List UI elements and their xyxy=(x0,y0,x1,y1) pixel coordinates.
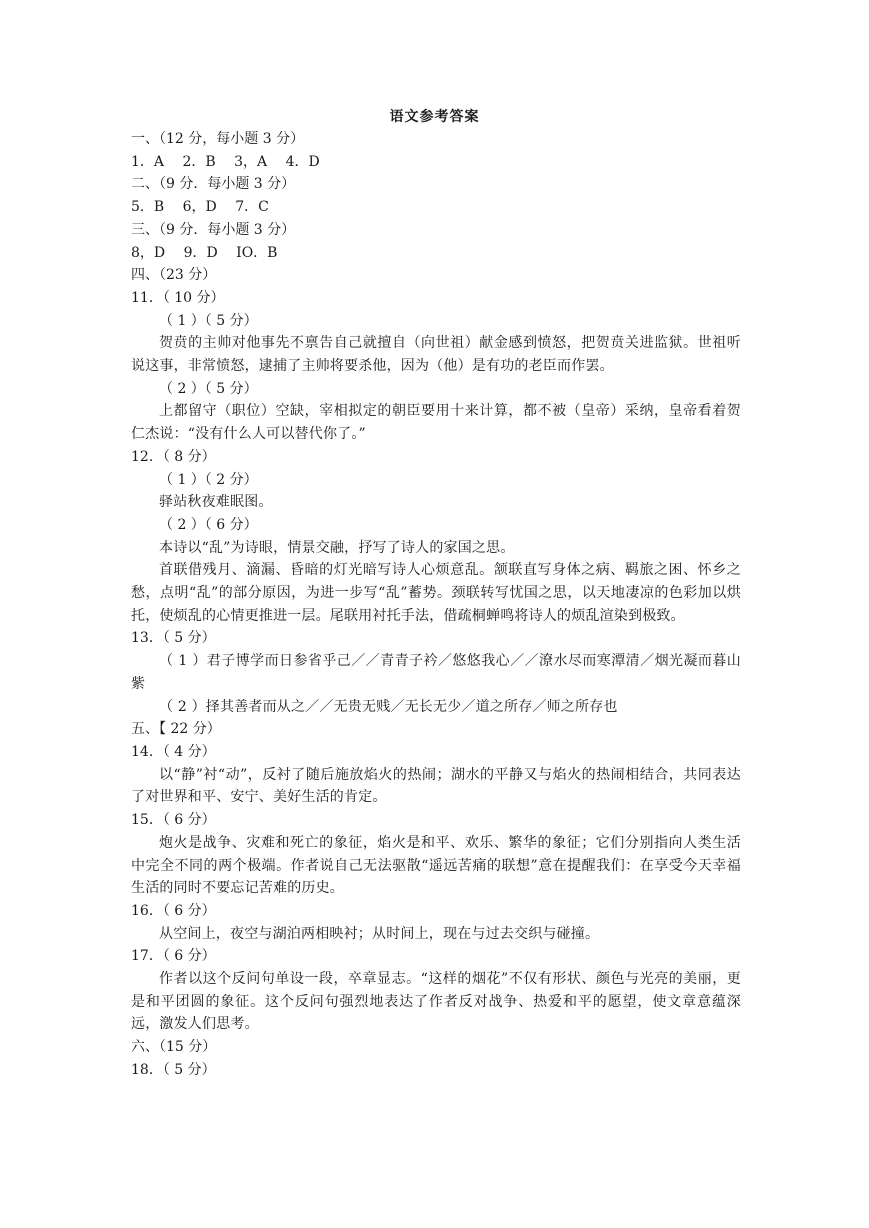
answer-paragraph: 从空间上，夜空与湖泊两相映衬；从时间上，现在与过去交织与碰撞。 xyxy=(159,925,600,942)
answer-paragraph: （ 2 ）择其善者而从之／／无贵无贱／无长无少／道之所存／师之所存也 xyxy=(159,698,618,715)
section-heading: 1．A 2．B 3，A 4．D xyxy=(131,153,320,170)
document-title: 语文参考答案 xyxy=(389,109,480,125)
answer-paragraph: 首联借残月、滴漏、昏暗的灯光暗写诗人心烦意乱。颔联直写身体之病、羁旅之困、怀乡之愁，点明“乱”的部分原因，为进一步写“乱”蓄势。颈联转写忧国之思，以天地凄凉的色彩加以烘托，使烦乱的心情更推进一层。尾联用衬托手法，借疏桐蝉鸣将诗人的烦乱渲染到极致。 xyxy=(131,562,741,624)
section-heading: 14．（ 4 分） xyxy=(131,743,216,760)
section-heading: 5．B 6，D 7．C xyxy=(131,199,269,216)
sub-question-heading: （ 2 ）（ 5 分） xyxy=(159,380,258,397)
section-heading: 8，D 9．D IO．B xyxy=(131,244,278,261)
section-heading: 17．（ 6 分） xyxy=(131,948,216,965)
section-heading: 五、【 22 分） xyxy=(131,721,221,738)
answer-paragraph: 作者以这个反问句单设一段，卒章显志。“这样的烟花”不仅有形状、颜色与光亮的美丽，更是和平团圆的象征。这个反问句强烈地表达了作者反对战争、热爱和平的愿望，使文章意蕴深远，激发人们思考。 xyxy=(131,971,741,1033)
answer-paragraph: 炮火是战争、灾难和死亡的象征，焰火是和平、欢乐、繁华的象征；它们分别指向人类生活中完全不同的两个极端。作者说自己无法驱散“遥远苦痛的联想”意在提醒我们：在享受今天幸福生活的同时不要忘记苦难的历史。 xyxy=(131,834,741,897)
sub-question-heading: （ 1 ）（ 5 分） xyxy=(159,312,258,329)
answer-paragraph: （ 1 ）君子博学而日参省乎己／／青青子衿／悠悠我心／／潦水尽而寒潭清／烟光凝而暮山紫 xyxy=(131,653,741,692)
section-heading: 三、（9 分．每小题 3 分） xyxy=(131,221,296,238)
section-heading: 11．（ 10 分） xyxy=(131,289,225,306)
answer-paragraph: 以“静”衬“动”，反衬了随后施放焰火的热闹；湖水的平静又与焰火的热闹相结合，共同表达了对世界和平、安宁、美好生活的肯定。 xyxy=(131,766,741,806)
answer-paragraph: 驿站秋夜难眠图。 xyxy=(159,494,273,511)
section-heading: 一、（12 分，每小题 3 分） xyxy=(131,131,305,147)
answer-paragraph: 本诗以“乱”为诗眼，情景交融，抒写了诗人的家国之思。 xyxy=(159,539,515,556)
sub-question-heading: （ 2 ）（ 6 分） xyxy=(159,516,258,533)
section-heading: 12．（ 8 分） xyxy=(131,448,216,465)
answer-content xyxy=(131,128,741,1082)
sub-question-heading: （ 1 ）（ 2 分） xyxy=(159,471,258,488)
section-heading: 四、（23 分） xyxy=(131,267,217,284)
section-heading: 二、（9 分．每小题 3 分） xyxy=(131,176,296,193)
section-heading: 13．（ 5 分） xyxy=(131,630,216,647)
section-heading: 18．（ 5 分） xyxy=(131,1061,216,1078)
answer-paragraph: 上都留守（职位）空缺，宰相拟定的朝臣要用十来计算，都不被（皇帝）采纳，皇帝看着贺仁杰说：“没有什么人可以替代你了。” xyxy=(131,403,741,443)
answer-paragraph: 贺贲的主帅对他事先不禀告自己就擅自（向世祖）献金感到愤怒，把贺贲关进监狱。世祖听说这事，非常愤怒，逮捕了主帅将要杀他，因为（他）是有功的老臣而作罢。 xyxy=(131,335,741,375)
section-heading: 15．（ 6 分） xyxy=(131,812,216,829)
section-heading: 16．（ 6 分） xyxy=(131,902,216,919)
section-heading: 六、（15 分） xyxy=(131,1039,217,1056)
